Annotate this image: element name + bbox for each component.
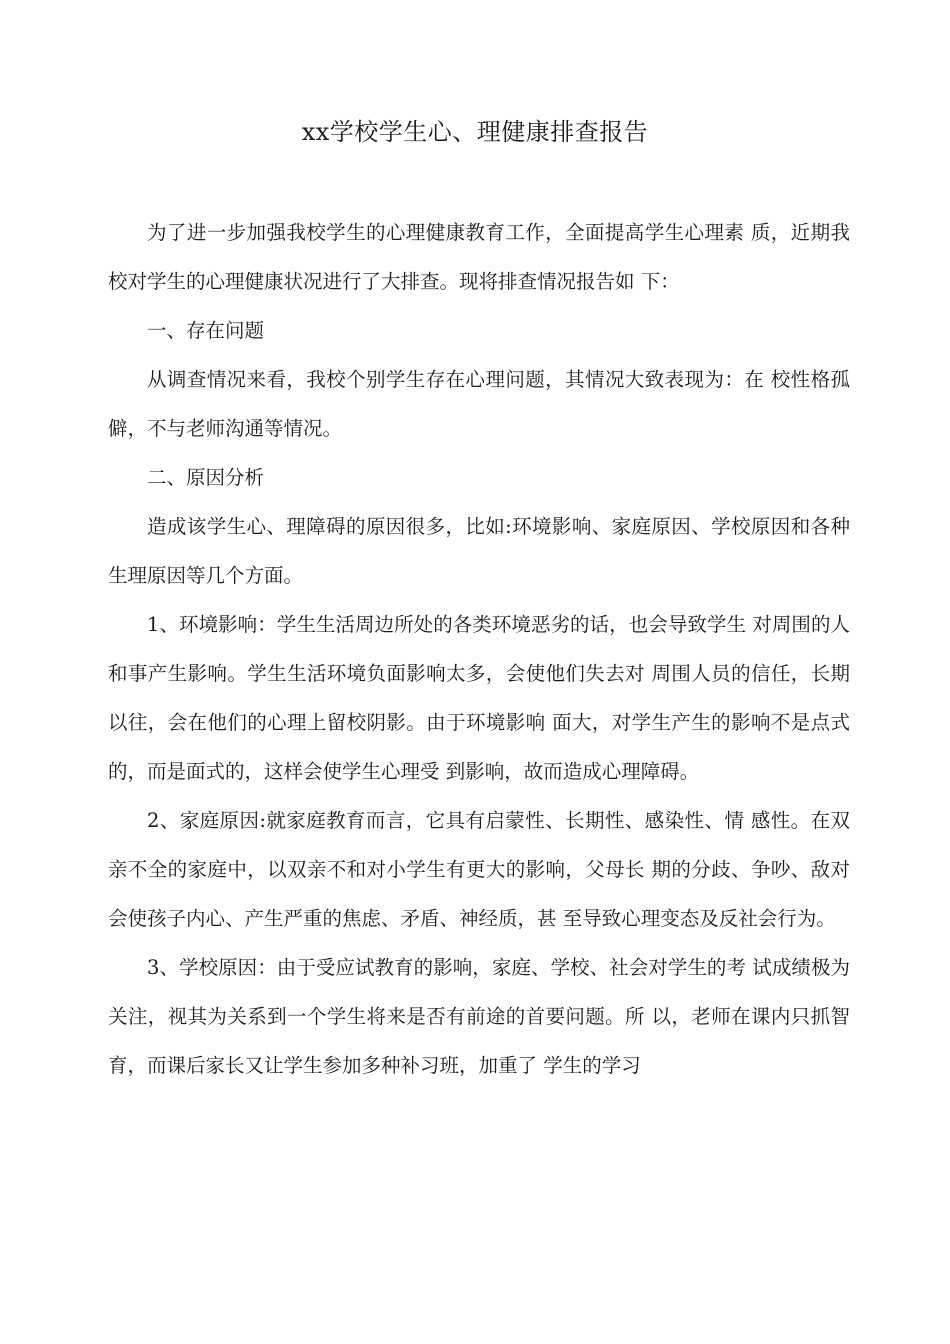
section-heading-analysis: 二、原因分析 [147,466,265,489]
intro-paragraph: 为了进一步加强我校学生的心理健康教育工作，全面提高学生心理素 质，近期我校对学生的心理健康状况进行了大排查。现将排查情况报告如 下： [108,221,850,293]
school-paragraph: 3、学校原因：由于受应试教育的影响，家庭、学校、社会对学生的考 试成绩极为关注，视其为关系到一个学生将来是否有前途的首要问题。所 以，老师在课内只抓智育，而课后家长又让学生参加多种补习班，加重了 学生的学习 [108,956,850,1077]
environment-paragraph: 1、环境影响：学生生活周边所处的各类环境恶劣的话，也会导致学生 对周围的人和事产生影响。学生生活环境负面影响太多，会使他们失去对 周围人员的信任，长期以往，会在他们的心理上留校阴影。由于环境影响 面大，对学生产生的影响不是点式的，而是面式的，这样会使学生心理受 到影响，故而造成心理障碍。 [108,613,850,783]
section-heading-problems: 一、存在问题 [147,319,265,342]
document-title: xx学校学生心、理健康排查报告 [301,118,649,146]
problems-paragraph: 从调查情况来看，我校个别学生存在心理问题，其情况大致表现为：在 校性格孤僻，不与老师沟通等情况。 [108,368,850,440]
family-paragraph: 2、家庭原因:就家庭教育而言，它具有启蒙性、长期性、感染性、情 感性。在双亲不全的家庭中，以双亲不和对小学生有更大的影响，父母长 期的分歧、争吵、敌对会使孩子内心、产生严重的焦虑、矛盾、神经质，甚 至导致心理变态及反社会行为。 [108,809,850,930]
document-body [108,208,850,1090]
analysis-paragraph: 造成该学生心、理障碍的原因很多，比如:环境影响、家庭原因、学校原因和各种生理原因等几个方面。 [108,515,850,587]
